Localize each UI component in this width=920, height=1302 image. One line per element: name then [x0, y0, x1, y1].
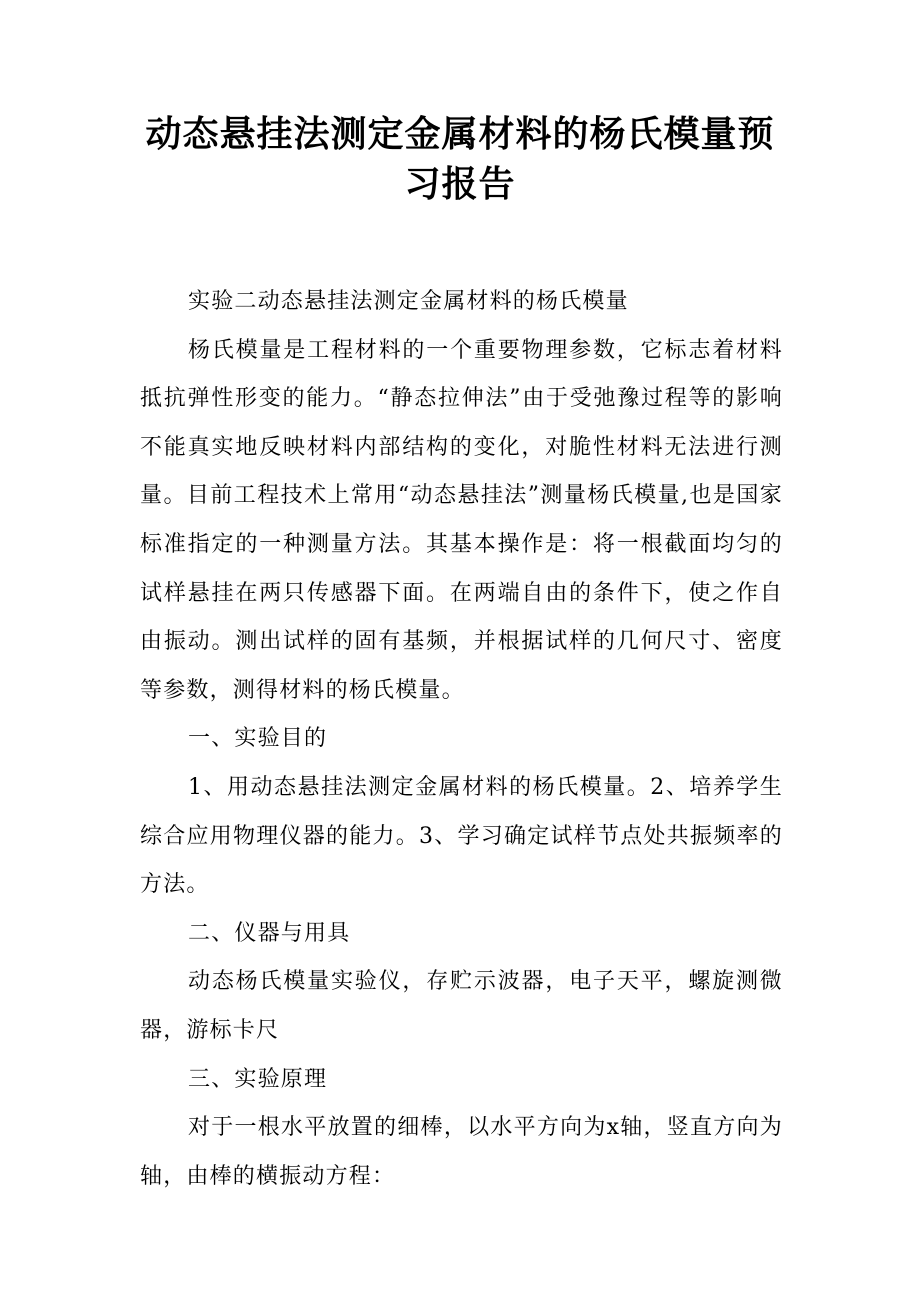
section-heading-principle: 三、实验原理 — [188, 1066, 328, 1092]
experiment-heading: 实验二动态悬挂法测定金属材料的杨氏模量 — [188, 289, 629, 314]
section-heading-purpose: 一、实验目的 — [188, 726, 328, 752]
intro-paragraph: 杨氏模量是工程材料的一个重要物理参数，它标志着材料抵抗弹性形变的能力。“静态拉伸法”由于受弛豫过程等的影响不能真实地反映材料内部结构的变化，对脆性材料无法进行测量。目前工程技术上常用“动态悬挂法”测量杨氏模量,也是国家标准指定的一种测量方法。其基本操作是：将一根截面均匀的试样悬挂在两只传感器下面。在两端自由的条件下，使之作自由振动。测出试样的固有基频，并根据试样的几何尺寸、密度等参数，测得材料的杨氏模量。 — [140, 337, 783, 703]
purpose-paragraph: 1、用动态悬挂法测定金属材料的杨氏模量。2、培养学生综合应用物理仪器的能力。3、学习确定试样节点处共振频率的方法。 — [140, 774, 783, 898]
instruments-paragraph: 动态杨氏模量实验仪，存贮示波器，电子天平，螺旋测微器，游标卡尺 — [140, 969, 783, 1043]
document-title: 动态悬挂法测定金属材料的杨氏模量预习报告 — [145, 114, 775, 205]
principle-paragraph: 对于一根水平放置的细棒，以水平方向为x轴，竖直方向为轴，由棒的横振动方程： — [140, 1115, 783, 1189]
section-heading-instruments: 二、仪器与用具 — [188, 920, 351, 946]
document-body — [140, 278, 783, 1201]
